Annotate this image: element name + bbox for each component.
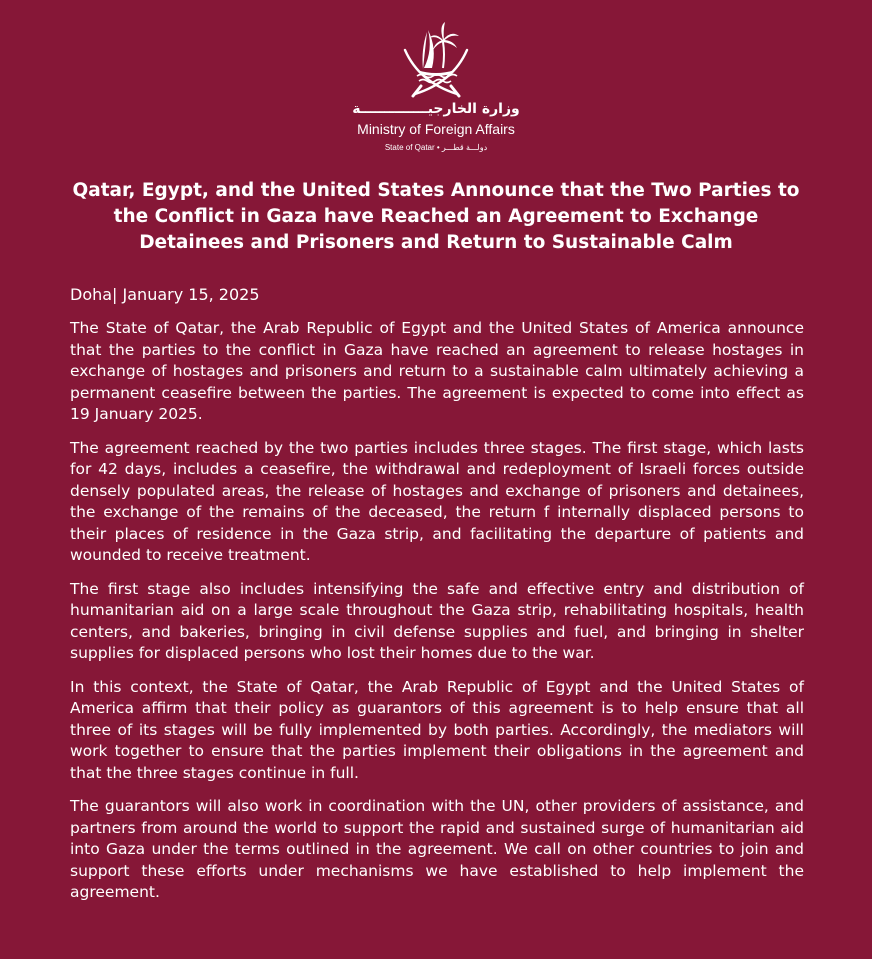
state-of-qatar-line: State of Qatar • دولـــة قطـــر [384, 143, 488, 152]
dateline: Doha| January 15, 2025 [70, 285, 260, 304]
paragraph-2: The agreement reached by the two parties includes three stages. The first stage, which lasts for 42 days, includes a ceasefire, the withdrawal and redeployment of Israeli forces outside densely populated areas, the release of hostages and exchange of prisoners and detainees, the exchange of the remains of the deceased, the return f internally displaced persons to their places of residence in the Gaza strip, and facilitating the departure of patients and wounded to receive treatment. [70, 438, 804, 564]
paragraph-1: The State of Qatar, the Arab Republic of Egypt and the United States of America announce that the parties to the conflict in Gaza have reached an agreement to release hostages in exchange of hostages and prisoners and return to a sustainable calm ultimately achieving a permanent ceasefire between the parties. The agreement is expected to come into effect as 19 January 2025. [70, 319, 804, 423]
press-release-title: Qatar, Egypt, and the United States Announce that the Two Parties to the Conflict in Gaza have Reached an Agreement to Exchange Detainees and Prisoners and Return to Sustainable Calm [72, 180, 800, 253]
paragraph-5: The guarantors will also work in coordination with the UN, other providers of assistance, and partners from around the world to support the rapid and sustained surge of humanitarian aid into Gaza under the terms outlined in the agreement. We call on other countries to join and support these efforts under mechanisms we have established to help implement the agreement. [70, 797, 804, 901]
paragraph-3: The first stage also includes intensifying the safe and effective entry and distribution of humanitarian aid on a large scale throughout the Gaza strip, rehabilitating hospitals, health centers, and bakeries, bringing in civil defense supplies and fuel, and bringing in shelter supplies for displaced persons who lost their homes due to the war. [70, 579, 804, 662]
ministry-english-name: Ministry of Foreign Affairs [357, 121, 515, 137]
qatar-emblem-icon [399, 20, 473, 100]
press-release-body [70, 283, 804, 916]
paragraph-4: In this context, the State of Qatar, the Arab Republic of Egypt and the United States of America affirm that their policy as guarantors of this agreement is to help ensure that all three of its stages will be fully implemented by both parties. Accordingly, the mediators will work together to ensure that the parties implement their obligations in the agreement and that the three stages continue in full. [70, 677, 804, 782]
ministry-arabic-name: وزارة الخارجيــــــــــــــة [352, 101, 520, 117]
letterhead [0, 20, 872, 154]
